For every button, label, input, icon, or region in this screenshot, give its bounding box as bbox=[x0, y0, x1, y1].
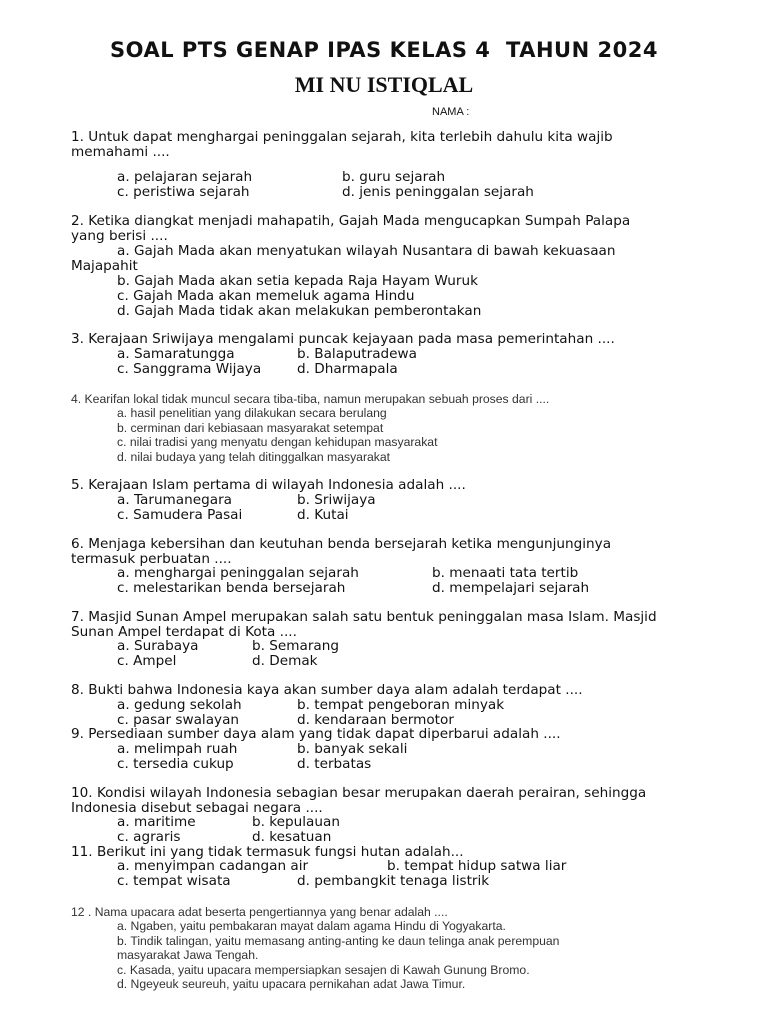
option-c: c. tempat wisata bbox=[117, 873, 231, 889]
option-b: b. banyak sekali bbox=[297, 741, 408, 757]
question-8 bbox=[71, 682, 701, 728]
nama-label: NAMA : bbox=[432, 106, 470, 118]
option-b: b. Semarang bbox=[252, 638, 339, 654]
option-b: b. tempat pengeboran minyak bbox=[297, 697, 505, 713]
option-d: d. pembangkit tenaga listrik bbox=[297, 873, 490, 889]
option-a: a. Tarumanegara bbox=[117, 492, 232, 508]
option-b: b. tempat hidup satwa liar bbox=[387, 858, 567, 874]
option-a: a. Samaratungga bbox=[117, 346, 235, 362]
option-c: c. Kasada, yaitu upacara mempersiapkan sesajen di Kawah Gunung Bromo. bbox=[117, 963, 530, 977]
option-d: d. Ngeyeuk seureuh, yaitu upacara pernikahan adat Jawa Timur. bbox=[117, 977, 466, 991]
question-stem: Indonesia disebut sebagai negara .... bbox=[71, 800, 323, 816]
option-b: b. Sriwijaya bbox=[297, 492, 376, 508]
option-b: b. menaati tata tertib bbox=[432, 565, 579, 581]
option-d: d. jenis peninggalan sejarah bbox=[342, 184, 534, 200]
option-d: d. kesatuan bbox=[252, 829, 332, 845]
question-stem: 2. Ketika diangkat menjadi mahapatih, Gajah Mada mengucapkan Sumpah Palapa bbox=[71, 213, 631, 229]
option-a: a. gedung sekolah bbox=[117, 697, 242, 713]
option-d: d. Kutai bbox=[297, 507, 349, 523]
question-stem: 4. Kearifan lokal tidak muncul secara tiba-tiba, namun merupakan sebuah proses dari .... bbox=[71, 392, 550, 406]
option-a: a. Surabaya bbox=[117, 638, 199, 654]
option-b-continued: masyarakat Jawa Tengah. bbox=[117, 948, 259, 962]
question-stem: 8. Bukti bahwa Indonesia kaya akan sumber daya alam adalah terdapat .... bbox=[71, 682, 583, 698]
option-d: d. terbatas bbox=[297, 756, 372, 772]
option-c: c. nilai tradisi yang menyatu dengan kehidupan masyarakat bbox=[117, 435, 438, 449]
option-a: a. Ngaben, yaitu pembakaran mayat dalam agama Hindu di Yogyakarta. bbox=[117, 919, 506, 933]
question-12 bbox=[71, 905, 701, 991]
question-stem: 9. Persediaan sumber daya alam yang tidak dapat diperbarui adalah .... bbox=[71, 726, 561, 742]
school-name: MI NU ISTIQLAL bbox=[294, 72, 474, 97]
question-3 bbox=[71, 331, 701, 377]
question-11 bbox=[71, 844, 701, 889]
option-c: c. agraris bbox=[117, 829, 181, 845]
option-d: d. Demak bbox=[252, 653, 318, 669]
question-stem: termasuk perbuatan .... bbox=[71, 551, 232, 567]
option-d: d. kendaraan bermotor bbox=[297, 712, 454, 728]
option-b: b. guru sejarah bbox=[342, 169, 446, 185]
option-d: d. Gajah Mada tidak akan melakukan pemberontakan bbox=[117, 303, 482, 319]
option-c: c. Samudera Pasai bbox=[117, 507, 243, 523]
option-a: a. pelajaran sejarah bbox=[117, 169, 253, 185]
question-2 bbox=[71, 213, 701, 319]
option-b: b. cerminan dari kebiasaan masyarakat setempat bbox=[117, 421, 384, 435]
option-b: b. Balaputradewa bbox=[297, 346, 417, 362]
question-stem: 1. Untuk dapat menghargai peninggalan sejarah, kita terlebih dahulu kita wajib bbox=[71, 129, 613, 145]
question-stem: 12 . Nama upacara adat beserta pengertiannya yang benar adalah .... bbox=[71, 905, 448, 919]
option-d: d. nilai budaya yang telah ditinggalkan masyarakat bbox=[117, 450, 391, 464]
option-a: a. menyimpan cadangan air bbox=[117, 858, 309, 874]
question-4 bbox=[71, 392, 701, 464]
question-stem: 3. Kerajaan Sriwijaya mengalami puncak kejayaan pada masa pemerintahan .... bbox=[71, 331, 615, 347]
option-c: c. Gajah Mada akan memeluk agama Hindu bbox=[117, 288, 415, 304]
option-a-continued: Majapahit bbox=[71, 258, 138, 274]
question-5 bbox=[71, 477, 701, 523]
option-c: c. peristiwa sejarah bbox=[117, 184, 250, 200]
option-b: b. Gajah Mada akan setia kepada Raja Hayam Wuruk bbox=[117, 273, 478, 289]
question-stem: yang berisi .... bbox=[71, 228, 168, 244]
option-a: a. Gajah Mada akan menyatukan wilayah Nusantara di bawah kekuasaan bbox=[117, 243, 616, 259]
question-1 bbox=[71, 129, 701, 200]
option-b: b. Tindik talingan, yaitu memasang anting-anting ke daun telinga anak perempuan bbox=[117, 934, 560, 948]
option-a: a. menghargai peninggalan sejarah bbox=[117, 565, 359, 581]
option-c: c. Ampel bbox=[117, 653, 177, 669]
question-stem: 6. Menjaga kebersihan dan keutuhan benda bersejarah ketika mengunjunginya bbox=[71, 536, 612, 552]
question-9 bbox=[71, 726, 701, 772]
question-stem: 11. Berikut ini yang tidak termasuk fungsi hutan adalah... bbox=[71, 844, 464, 860]
option-d: d. Dharmapala bbox=[297, 361, 398, 377]
question-stem: Sunan Ampel terdapat di Kota .... bbox=[71, 624, 297, 640]
option-c: c. pasar swalayan bbox=[117, 712, 240, 728]
question-stem: 7. Masjid Sunan Ampel merupakan salah satu bentuk peninggalan masa Islam. Masjid bbox=[71, 609, 657, 625]
page-title: SOAL PTS GENAP IPAS KELAS 4 TAHUN 2024 bbox=[110, 38, 658, 62]
option-a: a. melimpah ruah bbox=[117, 741, 238, 757]
option-c: c. tersedia cukup bbox=[117, 756, 234, 772]
question-6 bbox=[71, 536, 701, 596]
question-stem: 5. Kerajaan Islam pertama di wilayah Indonesia adalah .... bbox=[71, 477, 466, 493]
question-stem: memahami .... bbox=[71, 144, 170, 160]
option-d: d. mempelajari sejarah bbox=[432, 580, 590, 596]
option-c: c. Sanggrama Wijaya bbox=[117, 361, 262, 377]
question-stem: 10. Kondisi wilayah Indonesia sebagian besar merupakan daerah perairan, sehingga bbox=[71, 785, 647, 801]
question-10 bbox=[71, 785, 701, 845]
option-a: a. maritime bbox=[117, 814, 196, 830]
question-7 bbox=[71, 609, 701, 669]
option-a: a. hasil penelitian yang dilakukan secara berulang bbox=[117, 406, 387, 420]
option-c: c. melestarikan benda bersejarah bbox=[117, 580, 346, 596]
option-b: b. kepulauan bbox=[252, 814, 340, 830]
